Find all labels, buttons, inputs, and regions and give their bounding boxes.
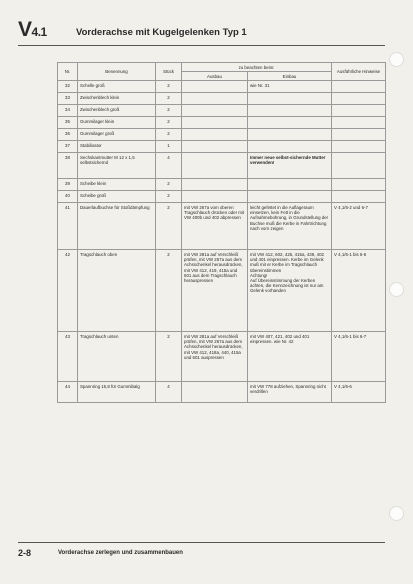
punch-hole (389, 506, 404, 521)
cell-qty: 2 (156, 129, 182, 141)
page-number: 2-8 (18, 548, 32, 558)
cell-remove (182, 81, 248, 93)
cell-ref (332, 153, 386, 179)
cell-remove: mit VW 281a auf Verschleiß prüfen, mit VW 267a aus dem Achsschenkel herausdrücken, mit VW 412, 419, 415a und 601 aus dem Tragschlauch herauspressen (182, 250, 248, 332)
cell-ref: V 4,1/6-1 bis 6-6 (332, 250, 386, 332)
cell-nr: 38 (58, 153, 78, 179)
cell-name: Spannring 15,8 für Gummibalg (78, 382, 156, 403)
header-remove: Ausbau (182, 72, 248, 81)
cell-nr: 34 (58, 105, 78, 117)
parts-table (57, 62, 386, 403)
cell-remove (182, 117, 248, 129)
cell-ref: V 4,1/6-6 (332, 382, 386, 403)
cell-ref (332, 117, 386, 129)
cell-remove (182, 153, 248, 179)
cell-nr: 35 (58, 117, 78, 129)
cell-qty: 2 (156, 105, 182, 117)
chapter-letter: V (18, 18, 32, 41)
cell-install: mit VW 412, 602, 425, 415a, 439, 402 und 401 einpressen. Kerbe im Gelenk muß mit er Kerbe im Tragschlauch übereinstimmen Achtung! Auf Übereinstimmung der Kerben achten, die Kennzeichnung ist nur am Gelenk vorhanden (248, 250, 332, 332)
cell-qty: 4 (156, 153, 182, 179)
cell-ref (332, 93, 386, 105)
cell-name: Schelle groß (78, 81, 156, 93)
cell-name: Zwischenblech klein (78, 93, 156, 105)
cell-ref (332, 191, 386, 203)
cell-ref: V 4,1/6-2 und 6-7 (332, 203, 386, 250)
cell-install: mit VW 778 aufziehen, Spannring nicht verdrillen (248, 382, 332, 403)
cell-name: Stabilisator (78, 141, 156, 153)
header-note-group: zu beachten beim: (182, 63, 332, 72)
table-row (58, 105, 386, 117)
header-install: Einbau (248, 72, 332, 81)
cell-name: Tragschlauch oben (78, 250, 156, 332)
header-rule (18, 45, 385, 46)
cell-remove (182, 382, 248, 403)
table-row (58, 153, 386, 179)
cell-ref (332, 179, 386, 191)
cell-name: Zwischenblech groß (78, 105, 156, 117)
header-name: Benennung (78, 63, 156, 81)
cell-install (248, 93, 332, 105)
cell-qty: 1 (156, 141, 182, 153)
cell-qty: 2 (156, 191, 182, 203)
cell-install: leicht gefettet in die Auflageraum einsetzen, kein Fett in die Aufnahmebohrung, in Grundstellung der Buchse muß die Kerbe in Fahrtrichtung nach vorn zeigen (248, 203, 332, 250)
cell-remove: mit VW 267a vom oberen Tragschlauch drücken oder mit VW 400b und 402 abpressen (182, 203, 248, 250)
cell-nr: 37 (58, 141, 78, 153)
cell-remove (182, 179, 248, 191)
cell-name: Scheibe groß (78, 191, 156, 203)
cell-remove (182, 141, 248, 153)
table-row (58, 93, 386, 105)
table-row (58, 203, 386, 250)
cell-ref (332, 105, 386, 117)
page-title: Vorderachse mit Kugelgelenken Typ 1 (76, 27, 247, 38)
cell-nr: 44 (58, 382, 78, 403)
header-nr: Nr. (58, 63, 78, 81)
cell-nr: 42 (58, 250, 78, 332)
parts-table-wrap (57, 62, 385, 403)
table-row (58, 117, 386, 129)
cell-nr: 32 (58, 81, 78, 93)
punch-hole (389, 52, 404, 67)
header-ref: Ausführliche Hinweise (332, 63, 386, 81)
table-row (58, 250, 386, 332)
chapter-number: 4.1 (31, 25, 47, 39)
cell-remove (182, 129, 248, 141)
cell-qty: 2 (156, 81, 182, 93)
cell-name: Gummilager klein (78, 117, 156, 129)
cell-install (248, 105, 332, 117)
cell-nr: 36 (58, 129, 78, 141)
table-row (58, 141, 386, 153)
cell-install (248, 129, 332, 141)
cell-qty: 2 (156, 117, 182, 129)
table-row (58, 129, 386, 141)
cell-name: Scheibe klein (78, 179, 156, 191)
cell-install: wie Nr. 31 (248, 81, 332, 93)
cell-remove: mit VW 281a auf Verschleiß prüfen, mit VW 267a aus dem Achsschenkel herausdrücken, mit VW 412, 418a, 440, 415a und 601 auspressen (182, 332, 248, 382)
cell-remove (182, 191, 248, 203)
cell-install (248, 117, 332, 129)
footer-rule (18, 542, 385, 543)
punch-hole (389, 282, 404, 297)
footer-text: Vorderachse zerlegen und zusammenbauen (58, 550, 183, 556)
cell-qty: 2 (156, 179, 182, 191)
cell-qty: 4 (156, 382, 182, 403)
cell-install: mit VW 407, 421, 402 und 401 einpressen. wie Nr. 42 (248, 332, 332, 382)
cell-name: Dauerlaufbuchse für Stoßdämpfung (78, 203, 156, 250)
cell-ref (332, 129, 386, 141)
header-qty: Stück (156, 63, 182, 81)
cell-ref (332, 81, 386, 93)
cell-remove (182, 105, 248, 117)
table-row (58, 332, 386, 382)
cell-nr: 40 (58, 191, 78, 203)
table-row (58, 81, 386, 93)
cell-nr: 39 (58, 179, 78, 191)
cell-nr: 43 (58, 332, 78, 382)
cell-install: Immer neue selbst-sichernde Mutter verwenden! (248, 153, 332, 179)
cell-ref: V 4,1/6-1 bis 6-7 (332, 332, 386, 382)
cell-name: Sechskantmutter M 12 x 1,5 selbstsichernd (78, 153, 156, 179)
cell-nr: 33 (58, 93, 78, 105)
cell-install (248, 179, 332, 191)
cell-name: Gummilager groß (78, 129, 156, 141)
table-row (58, 179, 386, 191)
cell-remove (182, 93, 248, 105)
chapter-heading (18, 18, 47, 42)
cell-ref (332, 141, 386, 153)
cell-qty: 2 (156, 250, 182, 332)
cell-qty: 2 (156, 332, 182, 382)
cell-install (248, 191, 332, 203)
table-row (58, 382, 386, 403)
cell-qty: 2 (156, 203, 182, 250)
cell-nr: 41 (58, 203, 78, 250)
cell-name: Tragschlauch unten (78, 332, 156, 382)
cell-install (248, 141, 332, 153)
table-row (58, 191, 386, 203)
cell-qty: 2 (156, 93, 182, 105)
